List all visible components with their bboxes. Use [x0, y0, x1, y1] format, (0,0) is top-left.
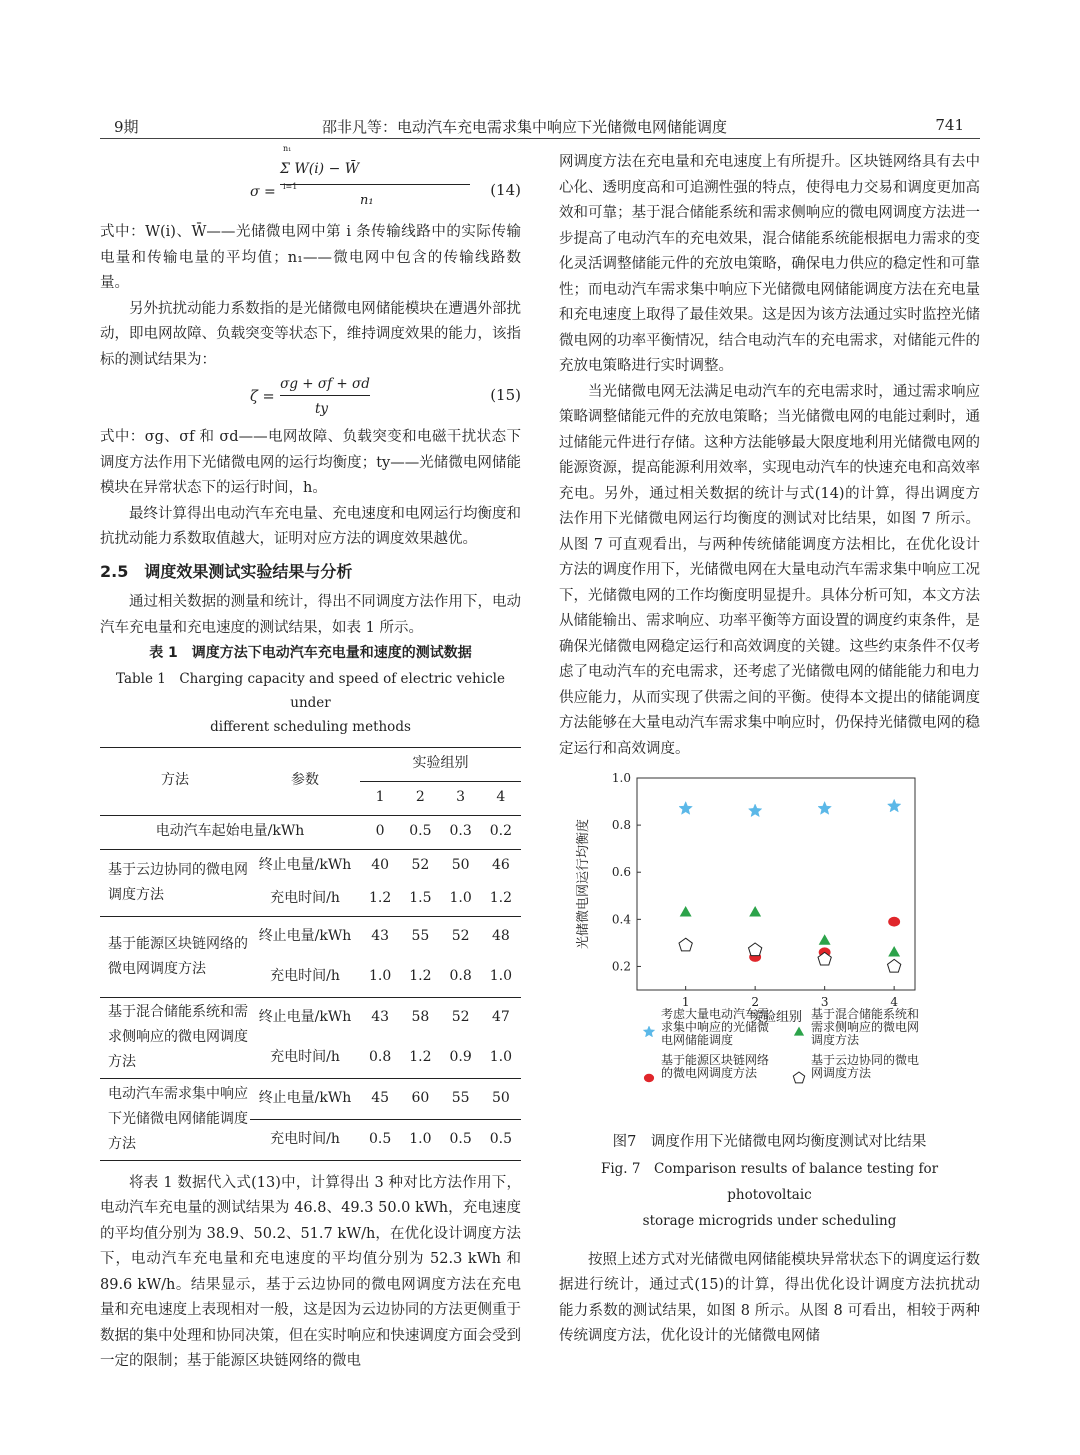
param-label: 充电时间/h	[270, 1130, 340, 1147]
right-column	[559, 150, 980, 1350]
table-cell: 0.3	[449, 823, 472, 840]
figure-caption: 图7 调度作用下光储微电网均衡度测试对比结果	[612, 1134, 927, 1150]
table-cell: 1.5	[409, 890, 432, 907]
table-cell: 0.9	[449, 1048, 472, 1065]
balance-scatter-chart	[559, 770, 980, 1120]
eq15-numerator: σg + σf + σd	[280, 373, 370, 396]
eq15-lhs: ζ =	[250, 389, 275, 405]
series-cloud-edge-point	[679, 938, 692, 951]
paragraph-balance: 当光储微电网无法满足电动汽车的充电需求时，通过需求响应策略调整储能元件的充放电策略；当光储微电网的电能过剩时，通过储能元件进行存储。这种方法能够最大限度地利用光储微电网的能源资源，提高能源利用效率，实现电动汽车的快速充电和高效率充电。另外，通过相关数据的统计与式(14)的计算，得出调度方法作用下光储微电网运行均衡度的测试对比结果，如图 7 所示。从图 7 可直观看出，与两种传统储能调度方法相比，在优化设计方法的调度作用下，光储微电网在大量电动汽车需求集中响应工况下，光储微电网的工作均衡度明显提升。具体分析可知，本文方法从储能输出、需求响应、功率平衡等方面设置的调度约束条件，是确保光储微电网稳定运行和高效调度的关键。这些约束条件不仅考虑了电动汽车的充电需求，还考虑了光储微电网的储能能力和电力供应能力，从而实现了供需之间的平衡。使得本文提出的储能调度方法能够在大量电动汽车需求集中响应时，仍保持光储微电网的稳定运行和高效调度。	[559, 383, 980, 757]
series-cloud-edge-point	[749, 943, 762, 956]
eq14-numerator: Σ W(i) − W̄	[280, 156, 470, 185]
left-column	[100, 144, 521, 1375]
series-hybrid-storage-point	[888, 946, 900, 957]
table-cell: 43	[371, 927, 390, 944]
table-cell: 0	[375, 823, 385, 840]
table-cell: 1.2	[368, 890, 392, 907]
table-cell: 50	[451, 857, 470, 874]
equation-15	[100, 373, 521, 425]
th-group-2: 2	[415, 789, 425, 806]
eq15-number: (15)	[490, 386, 521, 404]
param-label: 充电时间/h	[270, 890, 340, 907]
method-name: 基于云边协同的微电网调度方法	[108, 861, 248, 903]
series-blockchain-point	[888, 917, 900, 927]
figure-caption-en-1: Fig. 7 Comparison results of balance testing for photovoltaic	[600, 1160, 939, 1203]
table-cell: 1.2	[409, 967, 432, 984]
table-caption-en-1: Table 1 Charging capacity and speed of electric vehicle under	[116, 670, 505, 711]
table-caption: 表 1 调度方法下电动汽车充电量和速度的测试数据	[149, 645, 472, 661]
eq14-explanation: 式中：W(i)、W̄——光储微电网中第 i 条传输线路中的实际传输电量和传输电量的平均值；n₁——微电网中包含的传输线路数量。	[100, 224, 521, 291]
table-cell: 1.0	[409, 1130, 432, 1147]
figure-7	[559, 770, 980, 1130]
table-cell: 1.0	[449, 890, 472, 907]
table-cell: 40	[371, 857, 390, 874]
equation-14	[100, 144, 521, 220]
th-group: 实验组别	[360, 747, 521, 781]
th-group-4: 4	[496, 789, 506, 806]
y-tick-label: 1.0	[611, 771, 631, 785]
x-tick-label: 1	[681, 995, 690, 1009]
table-cell: 1.2	[409, 1048, 432, 1065]
table-cell: 0.5	[368, 1130, 392, 1147]
series-optimized-point	[888, 799, 901, 812]
table-cell: 46	[491, 857, 510, 874]
legend-marker	[794, 1027, 804, 1036]
table-cell: 1.2	[489, 890, 512, 907]
section-heading: 2.5 调度效果测试实验结果与分析	[100, 561, 353, 581]
page-number: 741	[935, 116, 964, 134]
table-cell: 1.0	[489, 967, 512, 984]
eq14-sum-top: n₁	[283, 144, 292, 153]
issue-number: 9期	[114, 118, 139, 136]
paragraph-disturbance: 另外抗扰动能力系数指的是光储微电网储能模块在遭遇外部扰动，即电网故障、负载突变等状态下，维持调度效果的能力，该指标的测试结果为：	[100, 300, 521, 368]
eq14-number: (14)	[490, 181, 521, 199]
table-cell: 0.8	[368, 1048, 392, 1065]
paragraph-continued: 网调度方法在充电量和充电速度上有所提升。区块链网络具有去中心化、透明度高和可追溯性强的特点，使得电力交易和调度更加高效和可靠；基于混合储能系统和需求侧响应的微电网调度方法进一步提高了电动汽车的充电效果，混合储能系统能根据电力需求的变化灵活调整储能元件的充放电策略，确保电力供应的稳定性和可靠性；而电动汽车需求集中响应下光储微电网储能调度方法在充电量和充电速度上取得了最佳效果。这是因为该方法通过实时监控光储微电网的功率平衡情况，结合电动汽车的充电需求，对储能元件的充放电策略进行实时调整。	[559, 154, 980, 374]
x-axis-label: 实验组别	[749, 1010, 803, 1025]
table-cell: 47	[491, 1008, 510, 1025]
method-name: 电动汽车需求集中响应下光储微电网储能调度方法	[100, 1078, 250, 1160]
legend-marker	[643, 1026, 654, 1037]
table-cell: 0.5	[449, 1130, 472, 1147]
running-title: 邵非凡等：电动汽车充电需求集中响应下光储微电网储能调度	[322, 118, 728, 136]
y-tick-label: 0.8	[611, 818, 631, 833]
plot-frame	[637, 778, 915, 990]
y-axis-label: 光储微电网运行均衡度	[576, 818, 591, 950]
eq14-sum-bottom: i=1	[283, 182, 298, 191]
series-optimized-point	[818, 802, 831, 815]
table-cell: 55	[451, 1089, 470, 1106]
legend-label: 基于混合储能系统和需求侧响应的微电网调度方法	[811, 1007, 920, 1047]
table-cell: 52	[411, 857, 430, 874]
param-label: 终止电量/kWh	[258, 927, 352, 944]
table-cell: 48	[491, 927, 510, 944]
x-tick-label: 4	[890, 995, 898, 1009]
series-optimized-point	[679, 802, 692, 815]
table-cell: 0.2	[489, 823, 512, 840]
x-tick-label: 3	[820, 995, 829, 1009]
legend-marker	[793, 1072, 804, 1083]
method-name: 基于能源区块链网络的微电网调度方法	[108, 935, 248, 977]
table-cell: 52	[451, 1008, 470, 1025]
results-table	[100, 747, 521, 1161]
table-cell: 52	[451, 927, 470, 944]
legend-marker	[644, 1074, 654, 1082]
figure-caption-en-2: storage microgrids under scheduling	[642, 1212, 897, 1229]
table-cell: 55	[411, 927, 430, 944]
eq15-explanation: 式中：σg、σf 和 σd——电网故障、负载突变和电磁干扰状态下调度方法作用下光储微电网的运行均衡度；ty——光储微电网储能模块在异常状态下的运行时间，h。	[100, 429, 521, 496]
legend-label: 基于能源区块链网络的微电网调度方法	[661, 1053, 770, 1080]
paragraph-disturbance-results: 按照上述方式对光储微电网储能模块异常状态下的调度运行数据进行统计，通过式(15)的计算，得出优化设计调度方法抗扰动能力系数的测试结果，如图 8 所示。从图 8 可看出，相较于两种传统调度方法，优化设计的光储微电网储	[559, 1251, 980, 1344]
table-cell: 1.0	[368, 967, 392, 984]
running-header	[100, 112, 980, 139]
legend-label: 考虑大量电动汽车需求集中响应的光储微电网储能调度	[661, 1007, 770, 1047]
series-hybrid-storage-point	[680, 906, 692, 917]
th-group-1: 1	[375, 789, 385, 806]
eq14-lhs: σ =	[250, 184, 276, 200]
table-caption-en-2: different scheduling methods	[210, 718, 411, 735]
table-cell: 1.0	[489, 1048, 512, 1065]
th-param: 参数	[291, 772, 319, 789]
series-hybrid-storage-point	[749, 906, 761, 917]
table-cell: 45	[371, 1089, 390, 1106]
legend-label: 基于云边协同的微电网调度方法	[811, 1053, 920, 1080]
y-tick-label: 0.2	[611, 959, 631, 974]
table-cell: 43	[371, 1008, 390, 1025]
table-cell: 60	[411, 1089, 430, 1106]
eq14-denominator: n₁	[360, 193, 374, 208]
paragraph-conclusion: 最终计算得出电动汽车充电量、充电速度和电网运行均衡度和抗扰动能力系数取值越大，证明对应方法的调度效果越优。	[100, 505, 521, 547]
table-cell: 0.8	[449, 967, 472, 984]
x-tick-label: 2	[751, 995, 759, 1009]
series-cloud-edge-point	[888, 959, 901, 972]
start-charge-label: 电动汽车起始电量/kWh	[155, 823, 305, 840]
series-hybrid-storage-point	[819, 934, 831, 945]
series-optimized-point	[749, 804, 762, 817]
table-cell: 50	[491, 1089, 510, 1106]
paragraph-table-intro: 通过相关数据的测量和统计，得出不同调度方法作用下，电动汽车充电量和充电速度的测试结果，如表 1 所示。	[100, 594, 521, 636]
th-method: 方法	[161, 772, 189, 789]
table-cell: 58	[411, 1008, 430, 1025]
param-label: 充电时间/h	[270, 967, 340, 984]
y-tick-label: 0.6	[611, 865, 631, 880]
method-name: 基于混合储能系统和需求侧响应的微电网调度方法	[108, 1004, 248, 1070]
eq15-denominator: ty	[315, 401, 329, 417]
table-cell: 0.5	[409, 823, 432, 840]
param-label: 终止电量/kWh	[258, 1089, 352, 1106]
table-cell: 0.5	[489, 1130, 512, 1147]
param-label: 充电时间/h	[270, 1048, 340, 1065]
param-label: 终止电量/kWh	[258, 857, 352, 874]
param-label: 终止电量/kWh	[258, 1008, 352, 1025]
paragraph-analysis: 将表 1 数据代入式(13)中，计算得出 3 种对比方法作用下，电动汽车充电量的测试结果为 46.8、49.3 50.0 kWh，充电速度的平均值分别为 38.9、50.2、51.7 kW/h，在优化设计调度方法下，电动汽车充电量和充电速度的平均值分别为 52.3 kWh 和 89.6 kW/h。结果显示，基于云边协同的微电网调度方法在充电量和充电速度上表现相对一般，这是因为云边协同的方法更侧重于数据的集中处理和协同决策，但在实时响应和快速调度方面会受到一定的限制；基于能源区块链网络的微电	[100, 1174, 521, 1369]
th-group-3: 3	[456, 789, 466, 806]
y-tick-label: 0.4	[611, 912, 631, 927]
